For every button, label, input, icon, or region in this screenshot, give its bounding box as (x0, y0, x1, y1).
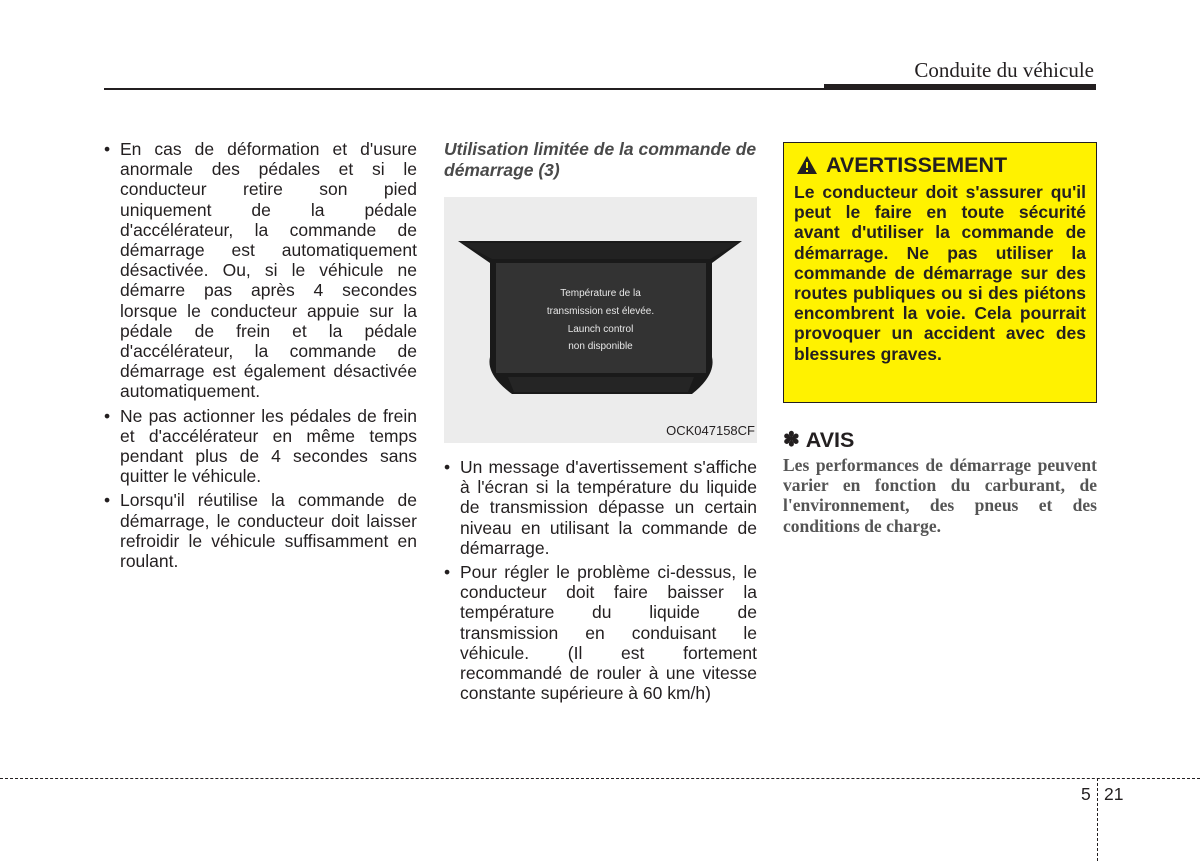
column-right (783, 142, 1097, 536)
screen-line: transmission est élevée. (546, 305, 655, 317)
screen-line: Launch control (567, 323, 634, 335)
warning-heading (794, 152, 1086, 178)
list-item: • Ne pas actionner les pédales de frein et d'accélérateur en même temps pendant plus de 4 secondes sans quitter le véhicule. (104, 406, 417, 487)
list-item: • Un message d'avertissement s'affiche à l'écran si la température du liquide de transmission dépasse un certain niveau en utilisant la commande de démarrage. (444, 457, 757, 558)
column-middle (444, 139, 757, 707)
warning-box (783, 142, 1097, 403)
bullet-list (444, 457, 757, 703)
screen-line: non disponible (568, 341, 633, 353)
list-item: • En cas de déformation et d'usure anormale des pédales et si le conducteur retire son pied uniquement de la pédale d'accélérateur, la commande de démarrage est automatiquement désactivée. Ou, si le véhicule ne démarre pas après 4 secondes lorsque le conducteur appuie sur la pédale de frein et la pédale d'accélérateur, la commande de démarrage est également désactivée automatiquement. (104, 139, 417, 402)
notice-heading (783, 428, 1097, 452)
page-number: 21 (1104, 784, 1124, 804)
figure-code: OCK047158CF (666, 422, 755, 438)
column-left (104, 139, 417, 575)
cluster-display-figure (444, 197, 757, 443)
list-item: • Pour régler le problème ci-dessus, le conducteur doit faire baisser la température du liquide de transmission en conduisant le véhicule. (Il est fortement recommandé de rouler à une vitesse constante supérieure à 60 km/h) (444, 562, 757, 703)
footer-divider (1097, 778, 1098, 861)
warning-text: Le conducteur doit s'assurer qu'il peut le faire en toute sécurité avant d'utiliser la commande de démarrage. Ne pas utiliser la commande de démarrage sur des routes publiques ou si des piétons encombrent la voie. Cela pourrait provoquer un accident avec des blessures graves. (794, 182, 1086, 364)
notice-text: Les performances de démarrage peuvent varier en fonction du carburant, de l'environnement, des pneus et des conditions de charge. (783, 455, 1097, 536)
screen-message (444, 285, 757, 356)
asterisk-icon: ✽ (783, 429, 800, 451)
bullet-list (104, 139, 417, 571)
section-subheading: Utilisation limitée de la commande de démarrage (3) (444, 139, 757, 180)
list-item: • Lorsqu'il réutilise la commande de démarrage, le conducteur doit laisser refroidir le véhicule suffisamment en roulant. (104, 490, 417, 571)
warning-title: AVERTISSEMENT (826, 153, 1008, 177)
warning-triangle-icon (796, 155, 818, 175)
running-header: Conduite du véhicule (914, 58, 1094, 82)
section-number: 5 (1081, 784, 1091, 804)
footer-rule (0, 778, 1200, 779)
notice-title: AVIS (805, 428, 855, 452)
header-rule-accent (824, 84, 1096, 90)
screen-line: Température de la (560, 288, 641, 299)
